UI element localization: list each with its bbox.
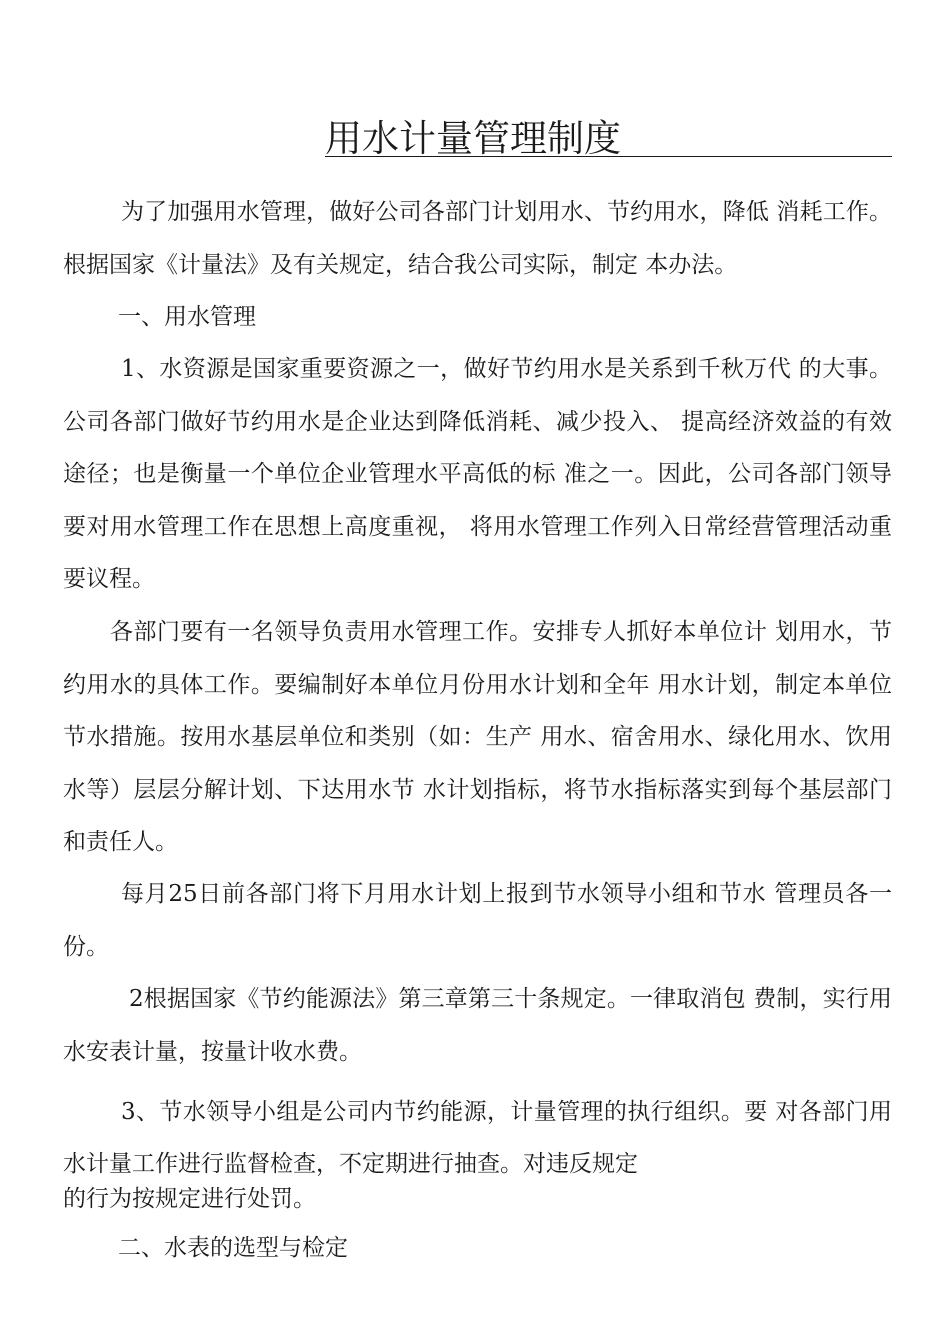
document-title: 用水计量管理制度 [325, 117, 621, 160]
monthly-plan-paragraph: 每月25日前各部门将下月用水计划上报到节水领导小组和节水 管理员各一份。 [63, 881, 892, 960]
clause-2-paragraph: 2根据国家《节约能源法》第三章第三十条规定。一律取消包 费制，实行用水安表计量，按量计收水费。 [63, 986, 892, 1065]
section-heading-water-management: 一、用水管理 [118, 304, 256, 330]
clause-3-ending-line: 的行为按规定进行处罚。 [63, 1186, 316, 1212]
section-heading-meter-selection: 二、水表的选型与检定 [118, 1235, 348, 1261]
title-underline [325, 156, 892, 157]
clause-3-paragraph: 3、节水领导小组是公司内节约能源，计量管理的执行组织。要 对各部门用水计量工作进行监督检查，不定期进行抽查。对违反规定 [63, 1099, 892, 1177]
intro-paragraph: 为了加强用水管理，做好公司各部门计划用水、节约用水，降低 消耗工作。根据国家《计量法》及有关规定，结合我公司实际，制定 本办法。 [63, 199, 892, 278]
clause-1-paragraph: 1、水资源是国家重要资源之一，做好节约用水是关系到千秋万代 的大事。公司各部门做好节约用水是企业达到降低消耗、减少投入、 提高经济效益的有效途径；也是衡量一个单位企业管理水平高低的标 准之一。因此，公司各部门领导要对用水管理工作在思想上高度重视， 将用水管理工作列入日常经营管理活动重要议程。 [63, 356, 892, 592]
clause-1-continuation-paragraph: 各部门要有一名领导负责用水管理工作。安排专人抓好本单位计 划用水，节约用水的具体工作。要编制好本单位月份用水计划和全年 用水计划，制定本单位节水措施。按用水基层单位和类别（如：生产 用水、宿舍用水、绿化用水、饮用水等）层层分解计划、下达用水节 水计划指标，将节水指标落实到每个基层部门和责任人。 [63, 619, 892, 855]
